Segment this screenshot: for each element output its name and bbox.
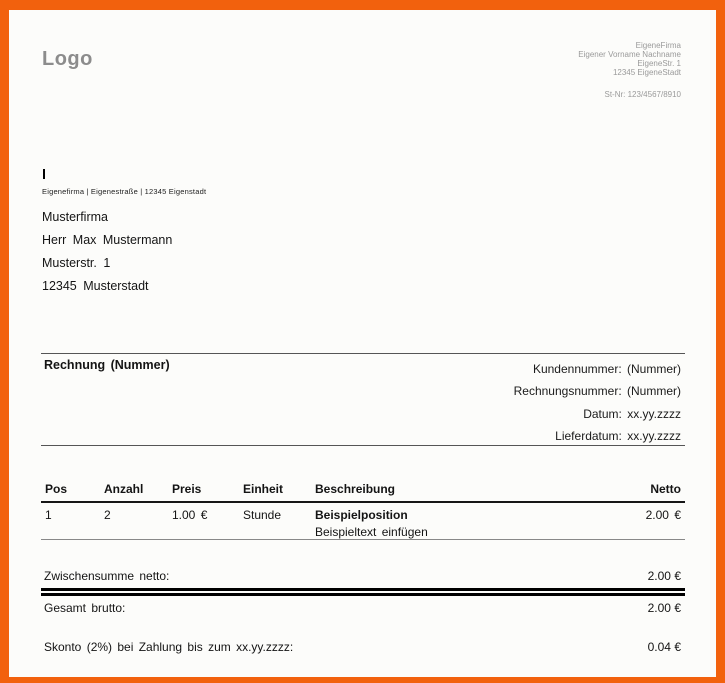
table-header-anzahl: Anzahl — [104, 482, 144, 496]
invoice-meta-block — [514, 358, 681, 448]
rule-below-invoice-header — [41, 445, 685, 446]
table-header-netto: Netto — [650, 482, 681, 496]
table-header-rule — [41, 501, 685, 503]
table-row-beschreibung — [315, 508, 428, 539]
table-row-netto: 2.00 € — [645, 508, 681, 522]
table-header-preis: Preis — [172, 482, 202, 496]
recipient-name: Herr Max Mustermann — [42, 233, 173, 247]
sender-owner-name: Eigener Vorname Nachname — [578, 50, 681, 59]
rule-above-invoice-header — [41, 353, 685, 354]
recipient-city: 12345 Musterstadt — [42, 279, 149, 293]
discount-label: Skonto (2%) bei Zahlung bis zum xx.yy.zzzz: — [44, 640, 294, 654]
grand-total-value: 2.00 € — [647, 601, 681, 615]
table-header-beschreibung: Beschreibung — [315, 482, 396, 496]
return-address-line: Eigenefirma | Eigenestraße | 12345 Eigenstadt — [42, 187, 207, 196]
totals-double-rule — [41, 588, 685, 596]
delivery-date-line: Lieferdatum: xx.yy.zzzz — [555, 429, 681, 444]
table-row-einheit: Stunde — [243, 508, 282, 522]
invoice-number-line: Rechnungsnummer: (Nummer) — [513, 384, 681, 399]
table-header-einheit: Einheit — [243, 482, 284, 496]
recipient-street: Musterstr. 1 — [42, 256, 111, 270]
sender-street: EigeneStr. 1 — [637, 59, 681, 68]
sender-tax-id: St-Nr: 123/4567/8910 — [604, 90, 681, 99]
customer-number-line: Kundennummer: (Nummer) — [532, 362, 681, 376]
subtotal-value: 2.00 € — [647, 569, 681, 583]
table-row-preis: 1.00 € — [172, 508, 208, 522]
company-logo: Logo — [42, 48, 93, 70]
grand-total-label: Gesamt brutto: — [44, 601, 126, 615]
recipient-address-block — [42, 206, 172, 298]
discount-value: 0.04 € — [647, 640, 681, 654]
table-row-pos: 1 — [45, 508, 52, 522]
table-header-pos: Pos — [45, 482, 68, 496]
item-title: Beispielposition — [315, 508, 408, 522]
table-bottom-rule — [41, 539, 685, 540]
item-description: Beispieltext einfügen — [315, 525, 428, 539]
sender-city: 12345 EigeneStadt — [612, 68, 681, 77]
invoice-paper — [9, 10, 716, 677]
invoice-date-line: Datum: xx.yy.zzzz — [583, 406, 681, 421]
subtotal-label: Zwischensumme netto: — [44, 569, 170, 583]
sender-company-name: EigeneFirma — [635, 41, 681, 50]
table-row-anzahl: 2 — [104, 508, 111, 522]
recipient-company: Musterfirma — [42, 210, 108, 224]
sender-company-block — [578, 41, 681, 99]
text-cursor-mark — [43, 169, 45, 179]
invoice-title: Rechnung (Nummer) — [44, 358, 170, 372]
